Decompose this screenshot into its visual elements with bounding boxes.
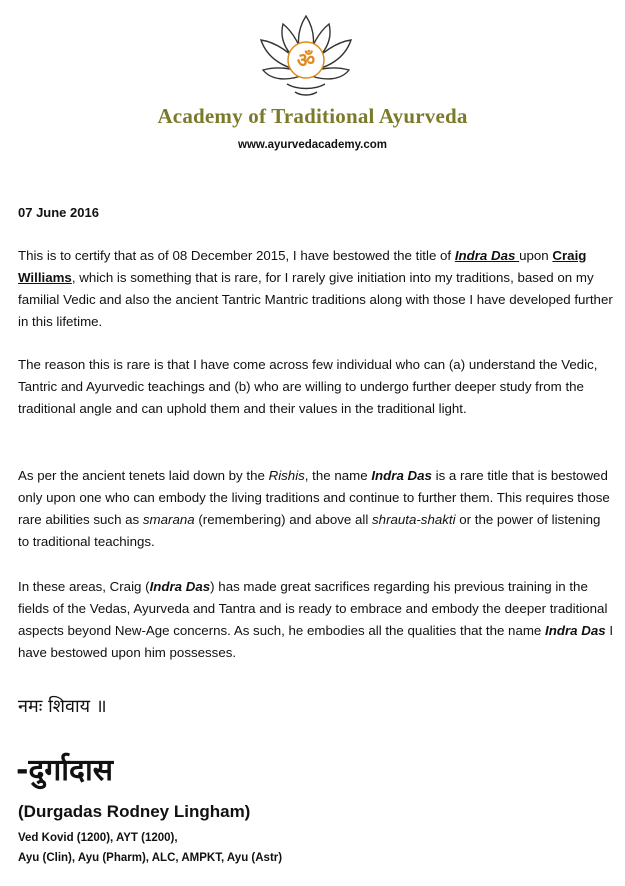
lotus-om-logo-icon — [257, 10, 355, 102]
credentials-line-1: Ved Kovid (1200), AYT (1200), — [18, 832, 178, 844]
organization-url[interactable]: www.ayurvedacademy.com — [238, 139, 387, 151]
credentials-line-2: Ayu (Clin), Ayu (Pharm), ALC, AMPKT, Ayu (Astr) — [18, 852, 283, 864]
paragraph-certification: This is to certify that as of 08 December 2015, I have bestowed the title of Indra Das upon Craig Williams, which is something that is rare, for I rarely give initiation into my traditions, based on my familial Vedic and also the ancient Tantric Mantric traditions along with those I have developed further in this lifetime. — [18, 248, 613, 329]
svg-text:ॐ: ॐ — [296, 48, 316, 72]
salutation: नमः शिवाय ॥ — [18, 696, 107, 717]
paragraph-qualities: In these areas, Craig (Indra Das) has made great sacrifices regarding his previous training in the fields of the Vedas, Ayurveda and Tantra and is ready to embrace and embody the deeper traditional aspects beyond New-Age concerns. As such, he embodies all the qualities that the name Indra Das I have bestowed upon him possesses. — [18, 579, 614, 660]
paragraph-tenets: As per the ancient tenets laid down by the Rishis, the name Indra Das is a rare title that is bestowed only upon one who can embody the living traditions and continue to further them. This requires those rare abilities such as smarana (remembering) and above all shrauta-shakti or the power of listening to traditional teachings. — [18, 468, 610, 549]
signatory-name: (Durgadas Rodney Lingham) — [18, 802, 251, 821]
letter-date: 07 June 2016 — [18, 205, 99, 220]
recipient-name: Craig Williams — [18, 248, 587, 285]
paragraph-rarity: The reason this is rare is that I have come across few individual who can (a) understand the Vedic, Tantric and Ayurvedic teachings and (b) who are willing to undergo further deeper study from the traditional angle and can uphold them and their values in the traditional light. — [18, 357, 598, 416]
bestowed-title: Indra Das — [454, 248, 520, 263]
organization-name: Academy of Traditional Ayurveda — [157, 104, 468, 128]
signature-devanagari: -दुर्गादास — [16, 753, 114, 788]
